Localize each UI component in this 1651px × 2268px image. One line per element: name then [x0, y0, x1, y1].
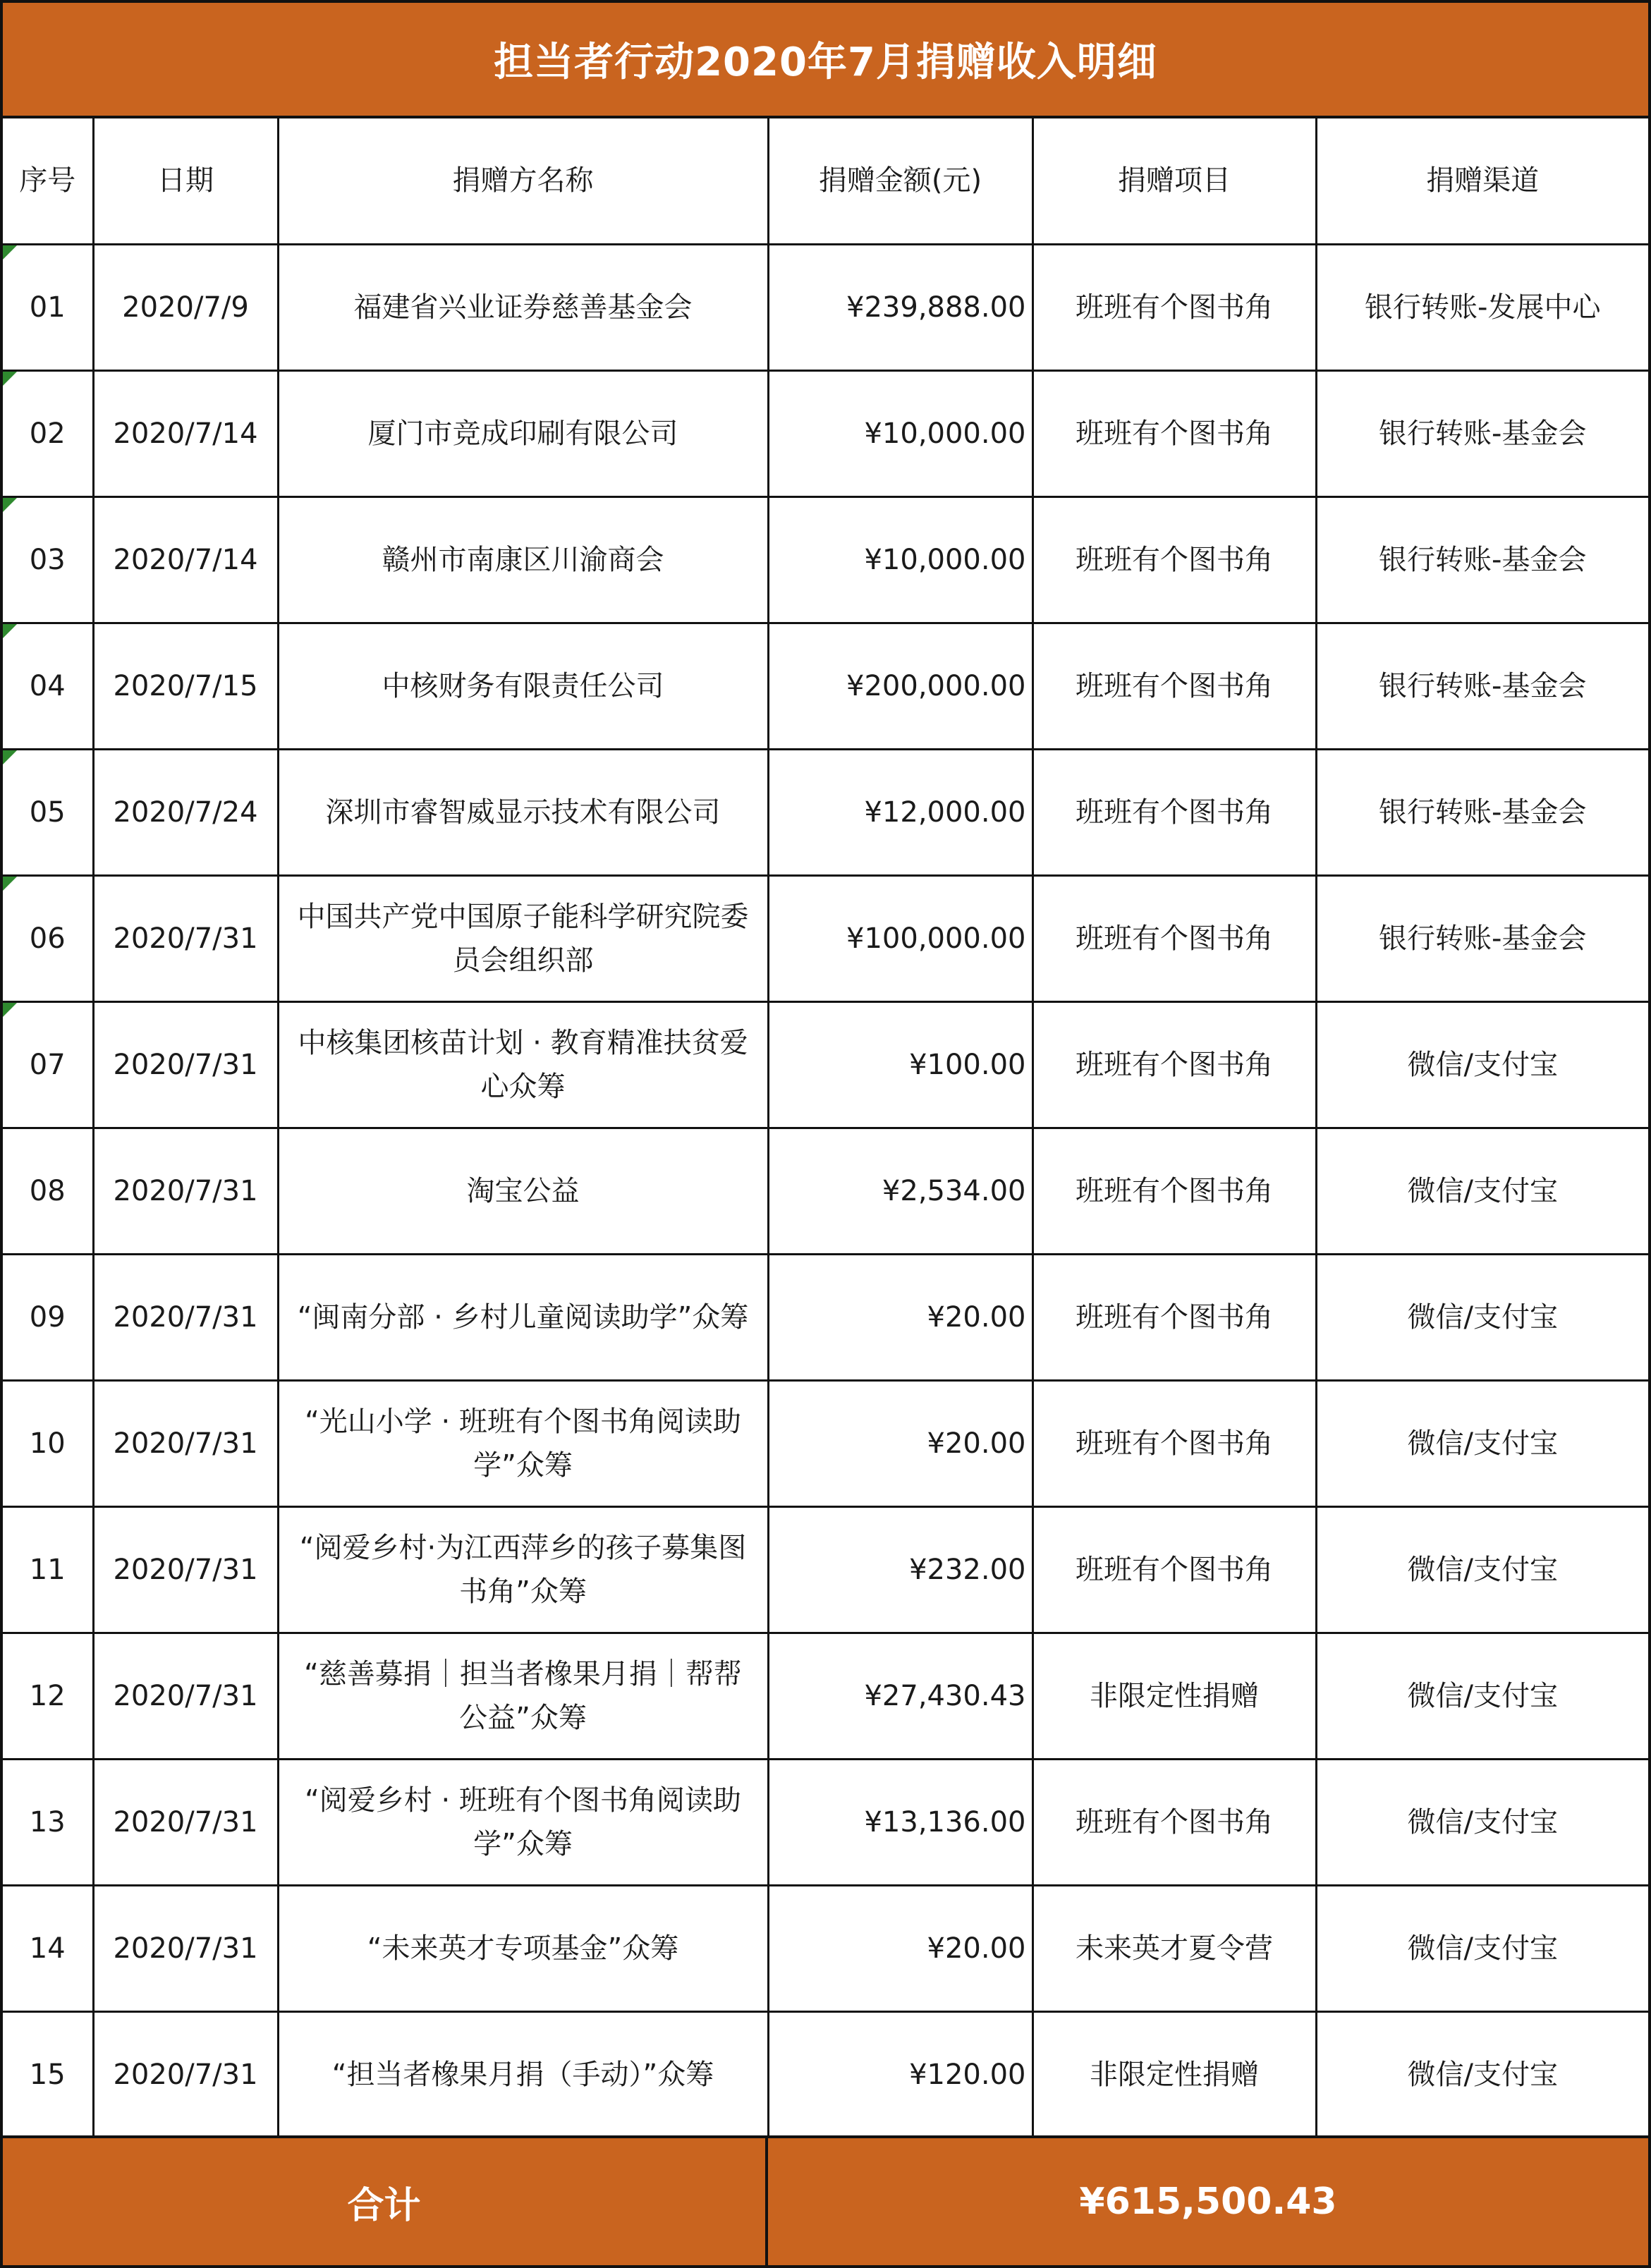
cell-donor — [278, 496, 768, 623]
donation-table — [3, 118, 1648, 2139]
cell-project-text: 班班有个图书角 — [1076, 795, 1273, 829]
cell-donor-text: 中核财务有限责任公司 — [382, 669, 664, 702]
comment-flag-icon — [3, 877, 17, 891]
column-header-channel: 捐赠渠道 — [1316, 118, 1648, 244]
cell-no-text: 11 — [29, 1553, 66, 1586]
cell-channel — [1316, 749, 1648, 875]
cell-project-text: 班班有个图书角 — [1076, 543, 1273, 576]
cell-no — [3, 370, 93, 496]
cell-amount — [768, 623, 1032, 749]
cell-donor-text: “担当者橡果月捐（手动）”众筹 — [331, 2058, 714, 2091]
cell-donor — [278, 1759, 768, 1885]
cell-amount-text: ¥100.00 — [909, 1048, 1026, 1081]
cell-amount-text: ¥200,000.00 — [846, 669, 1026, 702]
cell-date-text: 2020/7/31 — [113, 1048, 258, 1081]
cell-no-text: 14 — [29, 1932, 66, 1965]
cell-channel-text: 银行转账-基金会 — [1379, 417, 1587, 450]
cell-amount — [768, 1633, 1032, 1759]
cell-no — [3, 2011, 93, 2138]
cell-no — [3, 1759, 93, 1885]
cell-date-text: 2020/7/9 — [122, 291, 249, 324]
cell-amount — [768, 370, 1032, 496]
cell-no-text: 10 — [29, 1427, 66, 1460]
cell-date-text: 2020/7/31 — [113, 1932, 258, 1965]
cell-channel-text: 微信/支付宝 — [1407, 1427, 1558, 1460]
cell-project — [1032, 1885, 1316, 2011]
cell-amount-text: ¥13,136.00 — [864, 1805, 1026, 1839]
cell-amount-text: ¥100,000.00 — [846, 922, 1026, 955]
cell-channel-text: 银行转账-基金会 — [1379, 669, 1587, 702]
cell-project-text: 未来英才夏令营 — [1076, 1932, 1273, 1965]
table-header-row — [3, 118, 1648, 244]
cell-donor — [278, 749, 768, 875]
cell-donor-text: “未来英才专项基金”众筹 — [367, 1932, 679, 1965]
cell-no — [3, 875, 93, 1001]
cell-date — [93, 1885, 278, 2011]
cell-project — [1032, 370, 1316, 496]
cell-project — [1032, 2011, 1316, 2138]
cell-project — [1032, 1128, 1316, 1254]
cell-donor — [278, 370, 768, 496]
cell-amount-text: ¥239,888.00 — [846, 291, 1026, 324]
cell-channel — [1316, 1506, 1648, 1633]
cell-amount-text: ¥10,000.00 — [864, 543, 1026, 576]
cell-no-text: 12 — [29, 1679, 66, 1712]
table-row — [3, 1001, 1648, 1128]
cell-channel — [1316, 1759, 1648, 1885]
cell-amount — [768, 1380, 1032, 1506]
cell-no-text: 04 — [29, 669, 66, 702]
table-row — [3, 1759, 1648, 1885]
cell-amount — [768, 1759, 1032, 1885]
cell-donor-text: “阅爱乡村·为江西萍乡的孩子募集图书角”众筹 — [299, 1531, 747, 1608]
cell-date — [93, 1506, 278, 1633]
cell-donor-text: “闽南分部 · 乡村儿童阅读助学”众筹 — [297, 1300, 749, 1334]
cell-date-text: 2020/7/14 — [113, 417, 258, 450]
cell-amount — [768, 1001, 1032, 1128]
cell-no-text: 13 — [29, 1805, 66, 1839]
cell-donor-text: 福建省兴业证券慈善基金会 — [353, 291, 693, 324]
column-header-date: 日期 — [93, 118, 278, 244]
cell-no — [3, 496, 93, 623]
cell-amount — [768, 1506, 1032, 1633]
cell-date-text: 2020/7/15 — [113, 669, 258, 702]
cell-donor — [278, 1633, 768, 1759]
cell-project — [1032, 875, 1316, 1001]
column-header-no: 序号 — [3, 118, 93, 244]
table-row — [3, 623, 1648, 749]
cell-channel — [1316, 1001, 1648, 1128]
cell-project-text: 班班有个图书角 — [1076, 1048, 1273, 1081]
cell-project — [1032, 1506, 1316, 1633]
cell-project-text: 班班有个图书角 — [1076, 1553, 1273, 1586]
cell-amount-text: ¥2,534.00 — [882, 1174, 1026, 1207]
cell-project-text: 班班有个图书角 — [1076, 1174, 1273, 1207]
cell-project-text: 非限定性捐赠 — [1090, 1679, 1259, 1712]
cell-channel-text: 银行转账-基金会 — [1379, 795, 1587, 829]
cell-channel-text: 微信/支付宝 — [1407, 1553, 1558, 1586]
cell-project-text: 班班有个图书角 — [1076, 1805, 1273, 1839]
cell-donor-text: 中国共产党中国原子能科学研究院委员会组织部 — [297, 900, 749, 977]
cell-channel — [1316, 875, 1648, 1001]
cell-amount-text: ¥20.00 — [927, 1427, 1026, 1460]
cell-date-text: 2020/7/31 — [113, 1679, 258, 1712]
cell-no — [3, 749, 93, 875]
cell-no-text: 02 — [29, 417, 66, 450]
cell-amount — [768, 1128, 1032, 1254]
cell-donor — [278, 244, 768, 370]
cell-channel-text: 微信/支付宝 — [1407, 1048, 1558, 1081]
cell-no-text: 07 — [29, 1048, 66, 1081]
cell-date — [93, 1380, 278, 1506]
cell-project-text: 班班有个图书角 — [1076, 1427, 1273, 1460]
cell-date — [93, 1128, 278, 1254]
cell-date — [93, 749, 278, 875]
cell-date — [93, 244, 278, 370]
cell-amount-text: ¥27,430.43 — [864, 1679, 1026, 1712]
cell-channel — [1316, 244, 1648, 370]
cell-project-text: 班班有个图书角 — [1076, 291, 1273, 324]
cell-project — [1032, 1001, 1316, 1128]
cell-donor — [278, 875, 768, 1001]
cell-channel-text: 微信/支付宝 — [1407, 2058, 1558, 2091]
cell-channel-text: 微信/支付宝 — [1407, 1805, 1558, 1839]
table-row — [3, 1254, 1648, 1380]
cell-amount-text: ¥120.00 — [909, 2058, 1026, 2091]
cell-date-text: 2020/7/31 — [113, 1553, 258, 1586]
cell-date-text: 2020/7/31 — [113, 922, 258, 955]
total-label-cell — [3, 2138, 768, 2265]
cell-amount — [768, 1254, 1032, 1380]
cell-date — [93, 875, 278, 1001]
cell-donor-text: 赣州市南康区川渝商会 — [382, 543, 664, 576]
cell-donor — [278, 1254, 768, 1380]
cell-project — [1032, 1254, 1316, 1380]
cell-no-text: 03 — [29, 543, 66, 576]
cell-project — [1032, 749, 1316, 875]
cell-project-text: 班班有个图书角 — [1076, 669, 1273, 702]
cell-project — [1032, 496, 1316, 623]
cell-channel-text: 银行转账-基金会 — [1379, 922, 1587, 955]
cell-date-text: 2020/7/31 — [113, 1805, 258, 1839]
comment-flag-icon — [3, 624, 17, 638]
cell-project — [1032, 1633, 1316, 1759]
table-row — [3, 2011, 1648, 2138]
cell-date-text: 2020/7/24 — [113, 795, 258, 829]
comment-flag-icon — [3, 372, 17, 386]
table-row — [3, 1633, 1648, 1759]
cell-donor — [278, 1885, 768, 2011]
cell-no-text: 01 — [29, 291, 66, 324]
total-value-cell — [768, 2138, 1648, 2265]
cell-channel-text: 银行转账-基金会 — [1379, 543, 1587, 576]
cell-channel — [1316, 1128, 1648, 1254]
cell-no — [3, 244, 93, 370]
cell-donor-text: 厦门市竞成印刷有限公司 — [367, 417, 678, 450]
cell-donor — [278, 1506, 768, 1633]
cell-date — [93, 1759, 278, 1885]
cell-channel-text: 微信/支付宝 — [1407, 1679, 1558, 1712]
cell-amount — [768, 1885, 1032, 2011]
cell-donor — [278, 1128, 768, 1254]
column-header-amount: 捐赠金额(元) — [768, 118, 1032, 244]
cell-no — [3, 1380, 93, 1506]
total-row — [3, 2135, 1648, 2265]
cell-channel — [1316, 370, 1648, 496]
cell-donor-text: 深圳市睿智威显示技术有限公司 — [325, 795, 721, 829]
cell-amount-text: ¥20.00 — [927, 1932, 1026, 1965]
cell-no — [3, 1885, 93, 2011]
cell-donor — [278, 1001, 768, 1128]
cell-no-text: 06 — [29, 922, 66, 955]
cell-amount-text: ¥20.00 — [927, 1300, 1026, 1334]
total-value: ¥615,500.43 — [1079, 2181, 1337, 2223]
cell-amount — [768, 2011, 1032, 2138]
cell-amount — [768, 496, 1032, 623]
cell-channel — [1316, 1885, 1648, 2011]
cell-channel-text: 微信/支付宝 — [1407, 1174, 1558, 1207]
table-row — [3, 370, 1648, 496]
cell-donor-text: “慈善募捐｜担当者橡果月捐｜帮帮公益”众筹 — [304, 1657, 742, 1734]
table-row — [3, 1506, 1648, 1633]
column-header-project: 捐赠项目 — [1032, 118, 1316, 244]
cell-date-text: 2020/7/31 — [113, 1174, 258, 1207]
column-header-donor: 捐赠方名称 — [278, 118, 768, 244]
cell-channel — [1316, 2011, 1648, 2138]
sheet-title: 担当者行动2020年7月捐赠收入明细 — [494, 39, 1157, 85]
cell-date — [93, 1001, 278, 1128]
cell-channel-text: 银行转账-发展中心 — [1365, 291, 1601, 324]
table-row — [3, 1128, 1648, 1254]
cell-no-text: 15 — [29, 2058, 66, 2091]
cell-channel — [1316, 496, 1648, 623]
cell-no — [3, 1128, 93, 1254]
cell-date-text: 2020/7/14 — [113, 543, 258, 576]
cell-no — [3, 1001, 93, 1128]
table-row — [3, 875, 1648, 1001]
cell-channel-text: 微信/支付宝 — [1407, 1300, 1558, 1334]
cell-amount — [768, 875, 1032, 1001]
cell-donor-text: 中核集团核苗计划 · 教育精准扶贫爱心众筹 — [298, 1026, 748, 1103]
cell-project — [1032, 1759, 1316, 1885]
table-row — [3, 1885, 1648, 2011]
cell-donor-text: 淘宝公益 — [466, 1174, 580, 1207]
cell-date-text: 2020/7/31 — [113, 2058, 258, 2091]
comment-flag-icon — [3, 245, 17, 260]
comment-flag-icon — [3, 1003, 17, 1017]
cell-channel — [1316, 623, 1648, 749]
cell-project-text: 班班有个图书角 — [1076, 1300, 1273, 1334]
cell-no-text: 09 — [29, 1300, 66, 1334]
cell-date — [93, 370, 278, 496]
cell-channel — [1316, 1254, 1648, 1380]
cell-amount-text: ¥232.00 — [909, 1553, 1026, 1586]
cell-amount — [768, 749, 1032, 875]
cell-channel-text: 微信/支付宝 — [1407, 1932, 1558, 1965]
cell-donor — [278, 1380, 768, 1506]
cell-date — [93, 496, 278, 623]
cell-project-text: 班班有个图书角 — [1076, 922, 1273, 955]
cell-project — [1032, 1380, 1316, 1506]
cell-amount-text: ¥12,000.00 — [864, 795, 1026, 829]
cell-no — [3, 1254, 93, 1380]
table-row — [3, 496, 1648, 623]
table-row — [3, 1380, 1648, 1506]
cell-project-text: 班班有个图书角 — [1076, 417, 1273, 450]
cell-date — [93, 1633, 278, 1759]
cell-donor-text: “光山小学 · 班班有个图书角阅读助学”众筹 — [305, 1405, 741, 1482]
cell-no-text: 05 — [29, 795, 66, 829]
cell-donor — [278, 2011, 768, 2138]
cell-date — [93, 623, 278, 749]
cell-no-text: 08 — [29, 1174, 66, 1207]
comment-flag-icon — [3, 498, 17, 512]
cell-channel — [1316, 1380, 1648, 1506]
cell-donor-text: “阅爱乡村 · 班班有个图书角阅读助学”众筹 — [305, 1784, 741, 1860]
cell-project-text: 非限定性捐赠 — [1090, 2058, 1259, 2091]
total-label: 合计 — [347, 2184, 421, 2227]
sheet-title-bar — [3, 3, 1648, 118]
cell-project — [1032, 244, 1316, 370]
cell-donor — [278, 623, 768, 749]
cell-date-text: 2020/7/31 — [113, 1427, 258, 1460]
cell-amount — [768, 244, 1032, 370]
cell-no — [3, 1506, 93, 1633]
cell-no — [3, 623, 93, 749]
table-row — [3, 749, 1648, 875]
table-body — [3, 244, 1648, 2138]
cell-amount-text: ¥10,000.00 — [864, 417, 1026, 450]
cell-project — [1032, 623, 1316, 749]
comment-flag-icon — [3, 750, 17, 764]
cell-date-text: 2020/7/31 — [113, 1300, 258, 1334]
table-row — [3, 244, 1648, 370]
cell-no — [3, 1633, 93, 1759]
cell-date — [93, 2011, 278, 2138]
cell-date — [93, 1254, 278, 1380]
cell-channel — [1316, 1633, 1648, 1759]
